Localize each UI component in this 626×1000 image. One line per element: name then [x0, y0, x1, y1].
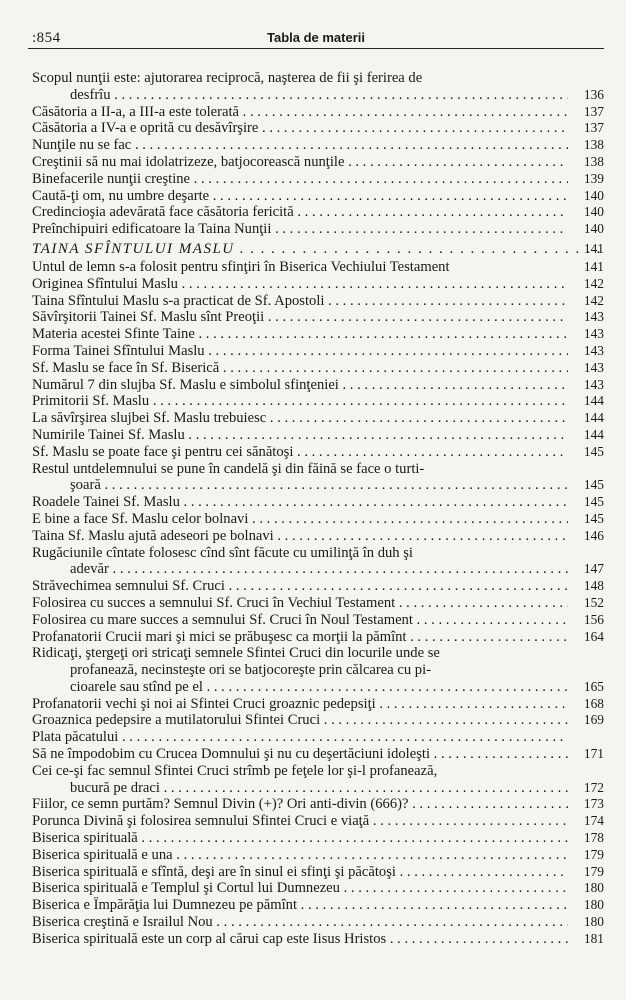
toc-page-number: 172 [583, 779, 604, 795]
toc-entry-text: Căsătoria a IV-a e oprită cu desăvîrşire . . . [32, 120, 568, 137]
toc-entry-text: Binefacerile nunţii creştine . . . [32, 171, 568, 188]
toc-entry-text: Cei ce-şi fac semnul Sfintei Cruci strîmb pe feţele lor şi-l profanează, [32, 762, 438, 779]
section-page-number: 141 [583, 240, 604, 256]
toc-entry [32, 796, 604, 813]
toc-entry-text: Folosirea cu succes a semnului Sf. Cruci în Vechiul Testament . . . [32, 595, 568, 612]
toc-entry-text: Biserica spirituală e sfîntă, deşi are în sinul ei sfinţi şi păcătoşi . . . [32, 864, 568, 881]
toc-page-number: 140 [583, 221, 604, 237]
toc-page-number: 145 [583, 443, 604, 459]
toc-entry-text: Taina Sf. Maslu ajută adeseori pe bolnavi . . . [32, 528, 568, 545]
toc-entry-text: Originea Sfîntului Maslu . . . [32, 276, 568, 293]
toc-entry-text: Restul untdelemnului se pune în candelă şi din făină se face o turti- [32, 460, 425, 477]
toc-page-number: 146 [583, 527, 604, 543]
toc-entry [32, 221, 604, 238]
toc-page-number: 181 [583, 930, 604, 946]
toc-page-number: 179 [583, 863, 604, 879]
toc-entry [32, 393, 604, 410]
toc-entry-text: Nunţile nu se fac . . . [32, 137, 568, 154]
toc-entry-text: Roadele Tainei Sf. Maslu . . . [32, 494, 568, 511]
toc-page-number: 136 [583, 86, 604, 102]
toc-entry-text: Biserica spirituală e Templul şi Cortul lui Dumnezeu . . . [32, 880, 568, 897]
toc-entry-text: Groaznica pedepsire a mutilatorului Sfintei Cruci . . . [32, 712, 568, 729]
toc-entry [32, 188, 604, 205]
toc-page-number: 143 [583, 359, 604, 375]
toc-page-number: 180 [583, 914, 604, 930]
toc-page-number: 152 [583, 594, 604, 610]
toc-entry [32, 410, 604, 427]
toc-entry [32, 494, 604, 511]
toc-entry [32, 461, 604, 495]
toc-entry-text: Caută-ţi om, nu umbre deşarte . . . [32, 188, 568, 205]
toc-entry-text: Credincioşia adevărată face căsătoria fericită . . . [32, 204, 568, 221]
toc-page-number: 171 [583, 746, 604, 762]
toc-entry [32, 511, 604, 528]
toc-page-number: 180 [583, 880, 604, 896]
toc-entry [32, 931, 604, 948]
table-of-contents [32, 70, 604, 948]
toc-page-number: 145 [583, 494, 604, 510]
toc-entry-text: Biserica spirituală e una . . . [32, 847, 568, 864]
toc-page-number: 173 [583, 796, 604, 812]
toc-entry-text: profanează, necinsteşte ori se batjocoreşte prin călcarea cu pi- [70, 662, 432, 679]
toc-entry [32, 545, 604, 579]
toc-entry [32, 712, 604, 729]
toc-page-number: 174 [583, 813, 604, 829]
toc-entry [32, 612, 604, 629]
toc-entry [32, 528, 604, 545]
toc-entry [32, 864, 604, 881]
toc-page-number: 139 [583, 170, 604, 186]
toc-page-number: 148 [583, 578, 604, 594]
toc-page-number: 143 [583, 326, 604, 342]
toc-page-number: 142 [583, 275, 604, 291]
toc-entry [32, 120, 604, 137]
toc-entry-text: Să ne împodobim cu Crucea Domnului şi nu cu deşertăciuni idoleşti . . . [32, 746, 568, 763]
toc-entry [32, 813, 604, 830]
toc-entry-text: şoară . . . [32, 477, 568, 494]
toc-entry [32, 259, 604, 276]
toc-entry [32, 309, 604, 326]
toc-page-number: 164 [583, 628, 604, 644]
toc-entry-text: Porunca Divină şi folosirea semnului Sfintei Cruci e viaţă . . . [32, 813, 568, 830]
toc-page-number: 145 [583, 510, 604, 526]
toc-entry [32, 104, 604, 121]
toc-entry [32, 204, 604, 221]
toc-entry [32, 377, 604, 394]
toc-entry [32, 444, 604, 461]
toc-entry-text: Materia acestei Sfinte Taine . . . [32, 326, 568, 343]
toc-entry [32, 729, 604, 746]
toc-entry-text: Preînchipuiri edificatoare la Taina Nunţii . . . [32, 221, 568, 238]
toc-entry-text: cioarele sau stînd pe el . . . [32, 679, 568, 696]
toc-entry [32, 578, 604, 595]
toc-entry-text: Plata păcatului . . . [32, 729, 568, 746]
toc-page-number: 140 [583, 187, 604, 203]
toc-page-number: 138 [583, 137, 604, 153]
toc-entry [32, 154, 604, 171]
toc-entry [32, 326, 604, 343]
toc-entry [32, 427, 604, 444]
toc-entry [32, 343, 604, 360]
toc-entry [32, 847, 604, 864]
toc-entry-text: Scopul nunţii este: ajutorarea reciprocă, naşterea de fii şi ferirea de [32, 70, 423, 86]
toc-entry-text: desfrîu . . . [32, 87, 568, 104]
toc-page-number: 145 [583, 477, 604, 493]
toc-entry-text: Biserica spirituală este un corp al cărui cap este Iisus Hristos . . . [32, 931, 568, 948]
toc-entry-text: Taina Sfîntului Maslu s-a practicat de Sf. Apostoli . . . [32, 293, 568, 310]
toc-page-number: 169 [583, 712, 604, 728]
toc-entry [32, 276, 604, 293]
toc-entry-text: Biserica spirituală . . . [32, 830, 568, 847]
toc-entry-text: Profanatorii Crucii mari şi mici se prăbuşesc ca morţii la pămînt . . . [32, 629, 568, 646]
toc-entry [32, 171, 604, 188]
page-header [28, 24, 604, 49]
section-title: TAINA SFÎNTULUI MASLU [32, 240, 235, 257]
toc-entry-text: Străvechimea semnului Sf. Cruci . . . [32, 578, 568, 595]
toc-entry [32, 70, 604, 104]
toc-page-number: 180 [583, 897, 604, 913]
toc-page-number: 142 [583, 292, 604, 308]
toc-page-number: 156 [583, 611, 604, 627]
toc-entry [32, 360, 604, 377]
toc-page-number: 179 [583, 846, 604, 862]
toc-page-number: 178 [583, 830, 604, 846]
toc-entry [32, 629, 604, 646]
toc-entry [32, 763, 604, 797]
toc-page-number: 138 [583, 153, 604, 169]
toc-entry-text: Căsătoria a II-a, a III-a este tolerată . . . [32, 104, 568, 121]
toc-entry-text: Folosirea cu mare succes a semnului Sf. Cruci în Noul Testament . . . [32, 612, 568, 629]
toc-entry [32, 595, 604, 612]
toc-page-number: 165 [583, 678, 604, 694]
toc-page-number: 141 [583, 258, 604, 274]
toc-entry [32, 914, 604, 931]
toc-entry-text: bucură pe draci . . . [32, 780, 568, 797]
toc-page-number: 144 [583, 410, 604, 426]
toc-entry [32, 880, 604, 897]
toc-page-number: 144 [583, 426, 604, 442]
toc-entry-text: Numărul 7 din slujba Sf. Maslu e simbolul sfinţeniei . . . [32, 377, 568, 394]
toc-entry [32, 830, 604, 847]
toc-entry-text: Fiilor, ce semn purtăm? Semnul Divin (+)? Ori anti-divin (666)? . . . [32, 796, 568, 813]
toc-page-number: 168 [583, 695, 604, 711]
toc-entry-text: Untul de lemn s-a folosit pentru sfinţiri în Biserica Vechiului Testament [32, 258, 450, 275]
toc-entry-text: Numirile Tainei Sf. Maslu . . . [32, 427, 568, 444]
toc-page-number: 140 [583, 204, 604, 220]
toc-entry [32, 897, 604, 914]
toc-entry-text: Ridicaţi, ştergeţi ori stricaţi semnele Sfintei Cruci din locurile unde se [32, 645, 440, 662]
toc-page-number: 143 [583, 342, 604, 358]
section-heading [32, 240, 604, 258]
toc-page-number: 147 [583, 561, 604, 577]
toc-entry [32, 696, 604, 713]
page-title: Tabla de materii [266, 30, 365, 45]
toc-entry-text: adevăr . . . [32, 561, 568, 578]
toc-entry [32, 137, 604, 154]
toc-entry [32, 645, 604, 695]
toc-page-number: 143 [583, 309, 604, 325]
toc-page-number: 144 [583, 393, 604, 409]
toc-entry-text: E bine a face Sf. Maslu celor bolnavi . . . [32, 511, 568, 528]
toc-entry-text: Sf. Maslu se poate face şi pentru cei sănătoşi . . . [32, 444, 568, 461]
toc-entry-text: Săvîrşitorii Tainei Sf. Maslu sînt Preoţii . . . [32, 309, 568, 326]
toc-entry-text: Creştinii să nu mai idolatrizeze, batjocorească nunţile . . . [32, 154, 568, 171]
toc-entry [32, 746, 604, 763]
toc-entry-text: Forma Tainei Sfîntului Maslu . . . [32, 343, 568, 360]
toc-entry-text: La săvîrşirea slujbei Sf. Maslu trebuiesc . . . [32, 410, 568, 427]
toc-entry [32, 293, 604, 310]
toc-entry-text: Biserica creştină e Israilul Nou . . . [32, 914, 568, 931]
page-number: :854 [32, 30, 61, 46]
toc-entry-text: Primitorii Sf. Maslu . . . [32, 393, 568, 410]
toc-entry-text: Rugăciunile cîntate folosesc cînd sînt făcute cu umilinţă în duh şi [32, 544, 413, 561]
toc-page-number: 137 [583, 103, 604, 119]
toc-entry-text: Profanatorii vechi şi noi ai Sfintei Cruci groaznic pedepsiţi . . . [32, 696, 568, 713]
toc-page-number: 143 [583, 376, 604, 392]
toc-entry-text: Sf. Maslu se face în Sf. Biserică . . . [32, 360, 568, 377]
toc-page-number: 137 [583, 120, 604, 136]
toc-entry-text: Biserica e Împărăţia lui Dumnezeu pe pămînt . . . [32, 897, 568, 914]
